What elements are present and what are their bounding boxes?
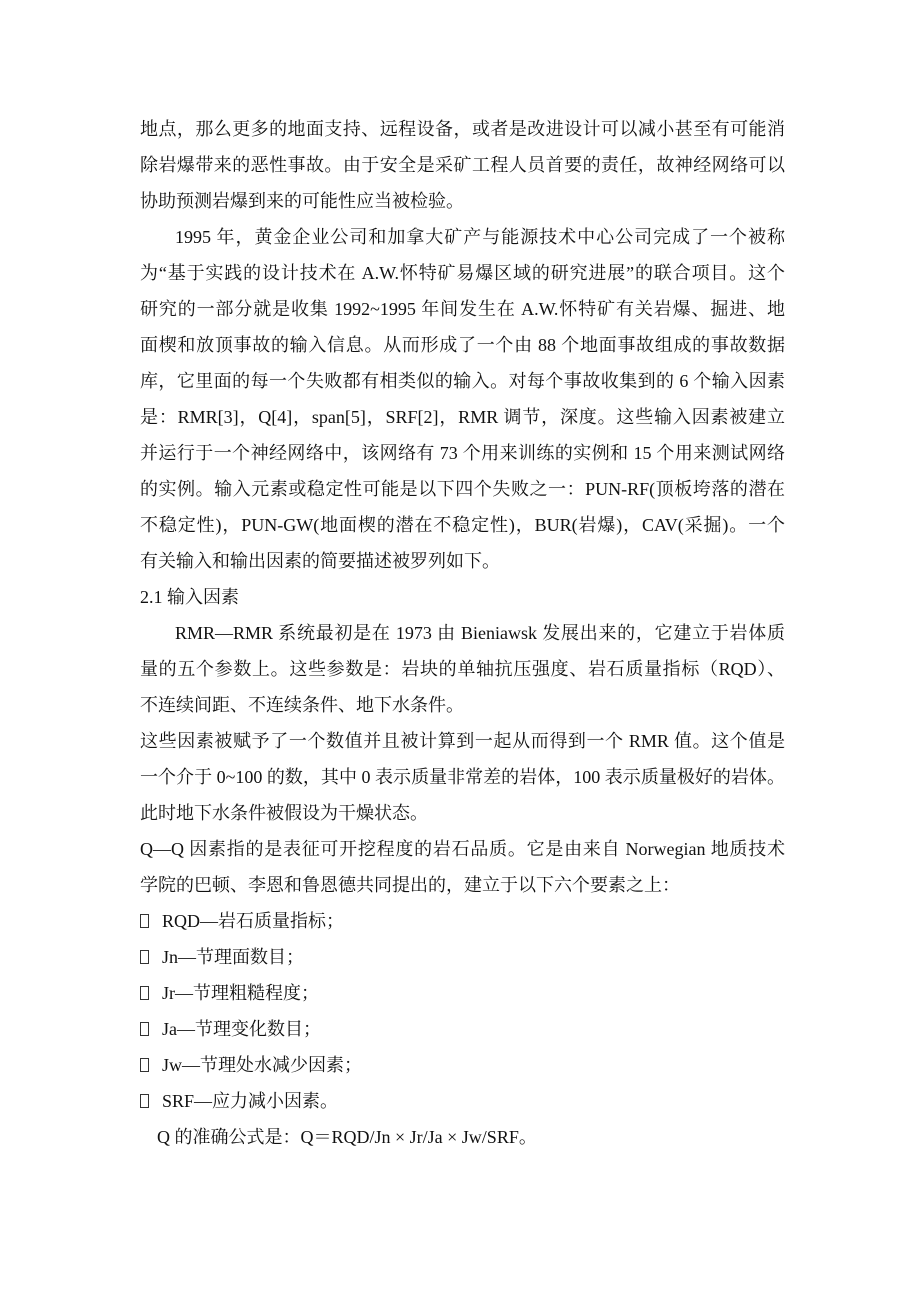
text-line: 1995 年，黄金企业公司和加拿大矿产与能源技术中心公司完成了一个被称 <box>175 227 785 247</box>
text-line: 研究的一部分就是收集 1992~1995 年间发生在 A.W.怀特矿有关岩爆、掘进、地 <box>140 299 785 319</box>
bullet-box-icon <box>140 1047 162 1083</box>
text-line: 学院的巴顿、李恩和鲁恩德共同提出的，建立于以下六个要素之上： <box>140 875 680 895</box>
bullet-box-icon <box>140 975 162 1011</box>
text-line: 不连续间距、不连续条件、地下水条件。 <box>140 695 464 715</box>
bullet-box-icon <box>140 1083 162 1119</box>
text-line: 有关输入和输出因素的简要描述被罗列如下。 <box>140 551 500 571</box>
text-line: 为“基于实践的设计技术在 A.W.怀特矿易爆区域的研究进展”的联合项目。这个 <box>140 263 785 283</box>
text-line: 是：RMR[3]，Q[4]，span[5]，SRF[2]，RMR 调节，深度。这些输入因素被建立 <box>140 407 785 427</box>
paragraph-rmr <box>140 615 785 723</box>
list-item: Jn—节理面数目； <box>140 939 785 975</box>
paragraph-rmr-value <box>140 723 785 831</box>
text-line: 除岩爆带来的恶性事故。由于安全是采矿工程人员首要的责任，故神经网络可以 <box>140 155 785 175</box>
list-item: Jw—节理处水减少因素； <box>140 1047 785 1083</box>
paragraph-q-factor <box>140 831 785 903</box>
text-line: Q—Q 因素指的是表征可开挖程度的岩石品质。它是由来自 Norwegian 地质技术 <box>140 839 785 859</box>
q-parameter-list <box>140 903 785 1119</box>
list-item: SRF—应力减小因素。 <box>140 1083 785 1119</box>
text-line: 一个介于 0~100 的数，其中 0 表示质量非常差的岩体，100 表示质量极好的岩体。 <box>140 767 785 787</box>
bullet-box-icon <box>140 939 162 975</box>
list-item: RQD—岩石质量指标； <box>140 903 785 939</box>
bullet-box-icon <box>140 903 162 939</box>
text-line: 的实例。输入元素或稳定性可能是以下四个失败之一：PUN-RF(顶板垮落的潜在 <box>140 479 785 499</box>
document-page <box>140 111 785 1155</box>
text-line: 库，它里面的每一个失败都有相类似的输入。对每个事故收集到的 6 个输入因素 <box>140 371 785 391</box>
q-formula: Q 的准确公式是：Q＝RQD/Jn × Jr/Ja × Jw/SRF。 <box>157 1127 537 1147</box>
bullet-box-icon <box>140 1011 162 1047</box>
paragraph-project <box>140 219 785 579</box>
text-line: 量的五个参数上。这些参数是：岩块的单轴抗压强度、岩石质量指标（RQD）、 <box>140 659 785 679</box>
text-line: 不稳定性)，PUN-GW(地面楔的潜在不稳定性)，BUR(岩爆)，CAV(采掘)。一个 <box>140 515 785 535</box>
list-item: Ja—节理变化数目； <box>140 1011 785 1047</box>
text-line: 面楔和放顶事故的输入信息。从而形成了一个由 88 个地面事故组成的事故数据 <box>140 335 785 355</box>
list-item: Jr—节理粗糙程度； <box>140 975 785 1011</box>
text-line: 此时地下水条件被假设为干燥状态。 <box>140 803 428 823</box>
text-line: 地点，那么更多的地面支持、远程设备，或者是改进设计可以减小甚至有可能消 <box>140 119 785 139</box>
text-line: RMR—RMR 系统最初是在 1973 由 Bieniawsk 发展出来的，它建立于岩体质 <box>175 623 785 643</box>
section-heading: 2.1 输入因素 <box>140 587 239 607</box>
text-line: 协助预测岩爆到来的可能性应当被检验。 <box>140 191 464 211</box>
text-line: 这些因素被赋予了一个数值并且被计算到一起从而得到一个 RMR 值。这个值是 <box>140 731 785 751</box>
text-line: 并运行于一个神经网络中，该网络有 73 个用来训练的实例和 15 个用来测试网络 <box>140 443 785 463</box>
paragraph-continuation <box>140 111 785 219</box>
